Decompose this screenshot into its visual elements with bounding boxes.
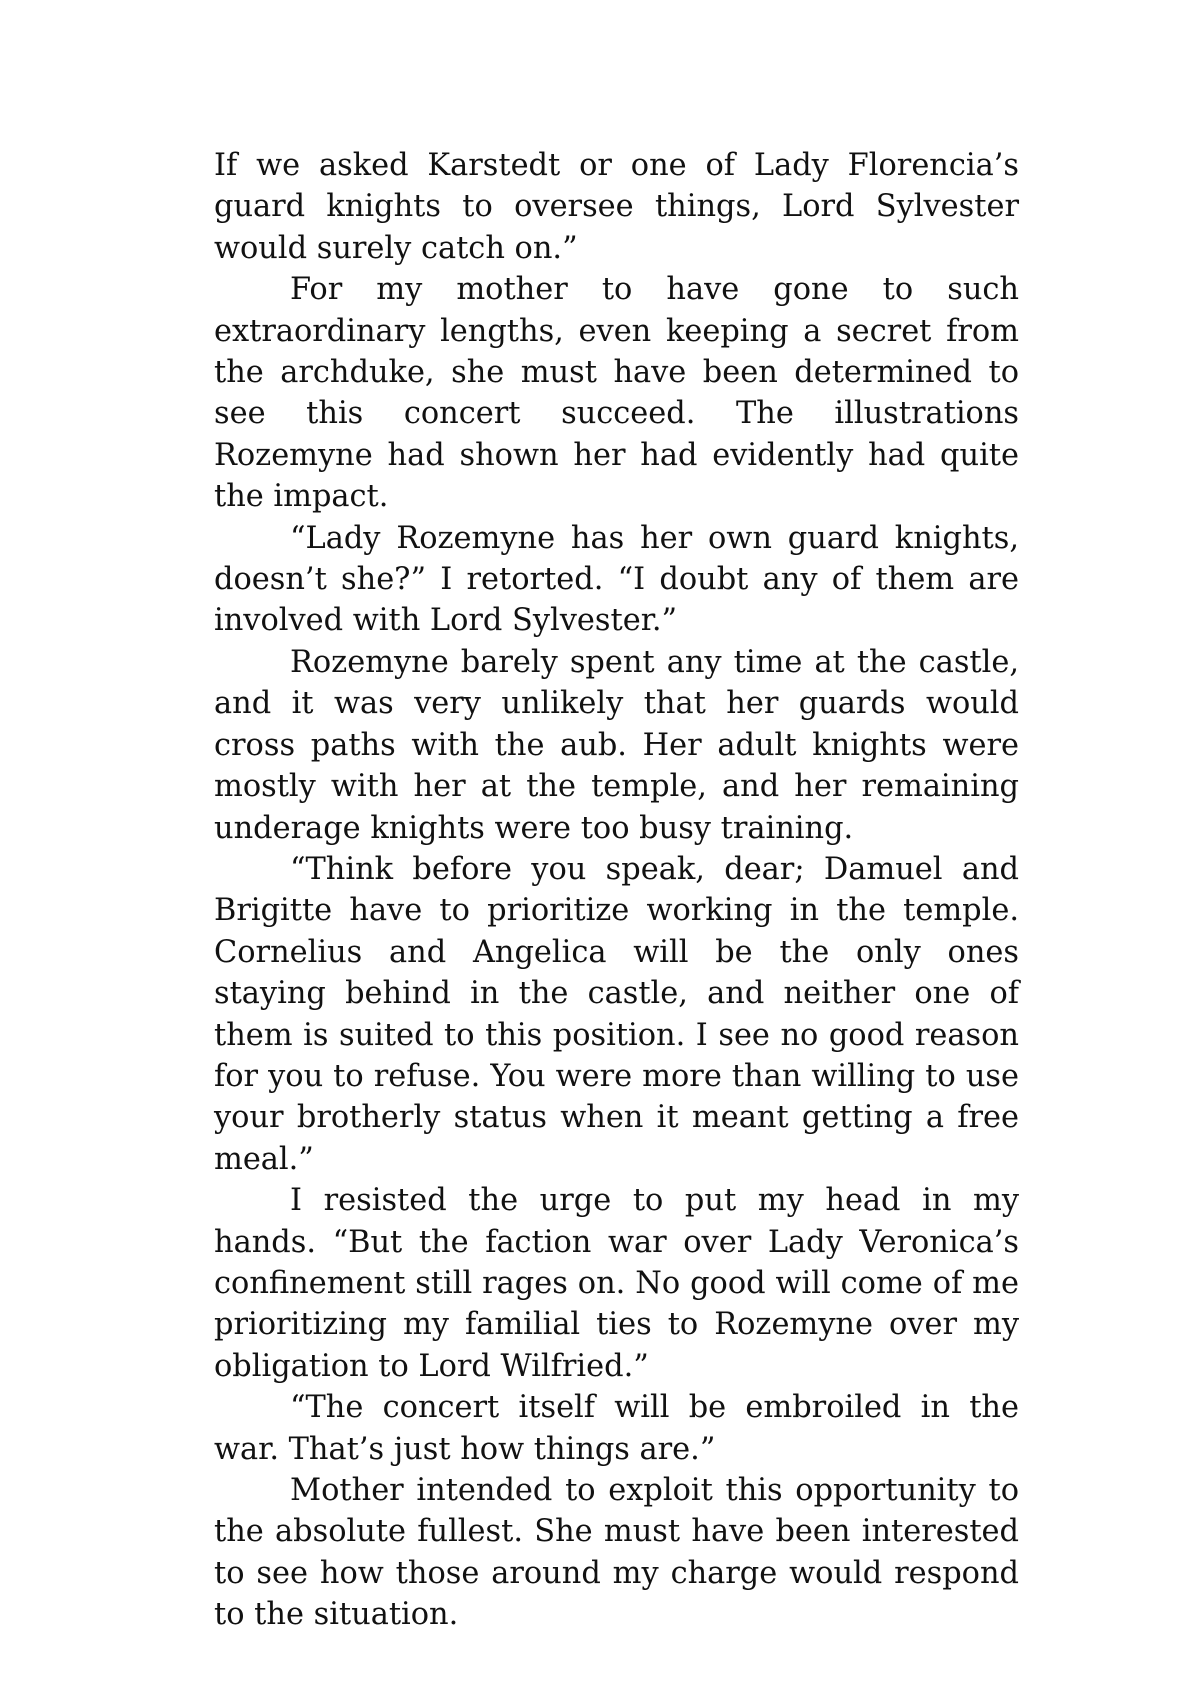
paragraph: If we asked Karstedt or one of Lady Florencia’s guard knights to oversee things, Lord Sylvester would surely catch on.” xyxy=(214,148,1019,266)
body-text xyxy=(214,145,1019,1636)
paragraph: “Lady Rozemyne has her own guard knights, doesn’t she?” I retorted. “I doubt any of them are involved with Lord Sylvester.” xyxy=(214,520,1019,639)
paragraph: Rozemyne barely spent any time at the castle, and it was very unlikely that her guards would cross paths with the aub. Her adult knights were mostly with her at the temple, and her remaining underage knights were too busy training. xyxy=(214,644,1019,846)
paragraph: Mother intended to exploit this opportunity to the absolute fullest. She must have been interested to see how those around my charge would respond to the situation. xyxy=(214,1473,1019,1633)
paragraph: For my mother to have gone to such extraordinary lengths, even keeping a secret from the archduke, she must have been determined to see this concert succeed. The illustrations Rozemyne had shown her had evidently had quite the impact. xyxy=(214,272,1019,515)
paragraph: I resisted the urge to put my head in my hands. “But the faction war over Lady Veronica’s confinement still rages on. No good will come of me prioritizing my familial ties to Rozemyne over my obligation to Lord Wilfried.” xyxy=(214,1183,1019,1384)
paragraph: “The concert itself will be embroiled in the war. That’s just how things are.” xyxy=(214,1390,1019,1467)
paragraph: “Think before you speak, dear; Damuel and Brigitte have to prioritize working in the temple. Cornelius and Angelica will be the only ones staying behind in the castle, and neither one of them is suited to this position. I see no good reason for you to refuse. You were more than willing to use your brotherly status when it meant getting a free meal.” xyxy=(214,851,1019,1177)
